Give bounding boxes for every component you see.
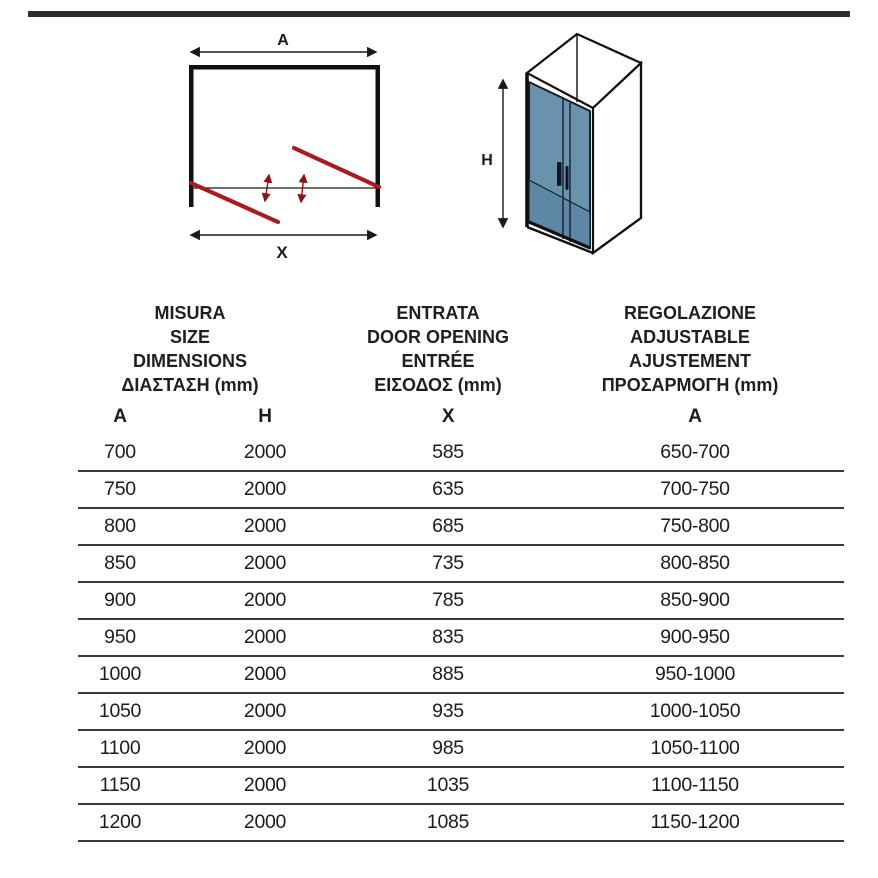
size-table <box>78 403 844 842</box>
column-label-h: H <box>258 406 272 427</box>
cell-opening-x: 885 <box>432 663 464 685</box>
table-row <box>78 768 844 805</box>
cell-adjust-range: 650-700 <box>660 441 730 463</box>
cell-opening-x: 985 <box>432 737 464 759</box>
table-row <box>78 472 844 509</box>
header-door-opening <box>308 301 568 397</box>
cell-adjust-range: 1150-1200 <box>650 811 740 833</box>
table-row <box>78 657 844 694</box>
cell-adjust-range: 1100-1150 <box>651 774 739 796</box>
header-line: ΔΙΑΣΤΑΣΗ (mm) <box>121 375 259 395</box>
cell-adjust-range: 850-900 <box>660 589 730 611</box>
header-line: DOOR OPENING <box>366 327 509 347</box>
isometric-drawing <box>470 20 680 265</box>
cell-width-a: 1050 <box>98 700 142 722</box>
header-line: ΕΙΣΟΔΟΣ (mm) <box>374 375 502 395</box>
cell-height-h: 2000 <box>243 737 287 759</box>
column-label-x: X <box>441 406 455 427</box>
column-label-adjust: A <box>688 406 702 427</box>
door-handle-left <box>557 162 562 186</box>
cell-width-a: 1000 <box>98 663 142 685</box>
header-line: REGOLAZIONE <box>623 303 756 323</box>
frame-top-wall <box>189 65 380 70</box>
dimension-a-label: A <box>277 32 289 49</box>
column-label-a: A <box>113 406 127 427</box>
header-line: ΠΡΟΣΑΡΜΟΓΗ (mm) <box>601 375 779 395</box>
cell-opening-x: 735 <box>432 552 464 574</box>
cell-opening-x: 685 <box>432 515 464 537</box>
cell-adjust-range: 900-950 <box>660 626 730 648</box>
header-line: DIMENSIONS <box>132 351 247 371</box>
header-adjustable <box>543 301 837 397</box>
cell-height-h: 2000 <box>243 626 287 648</box>
dimension-x-label: X <box>276 243 288 262</box>
cell-width-a: 800 <box>104 515 136 537</box>
cell-opening-x: 585 <box>432 441 464 463</box>
cell-width-a: 1150 <box>99 774 141 796</box>
top-divider-bar <box>28 11 850 17</box>
header-size <box>60 301 320 397</box>
cell-width-a: 900 <box>104 589 136 611</box>
cell-opening-x: 935 <box>432 700 464 722</box>
header-line: MISURA <box>154 303 226 323</box>
cell-opening-x: 1035 <box>426 774 470 796</box>
cell-width-a: 700 <box>104 441 136 463</box>
cell-height-h: 2000 <box>243 552 287 574</box>
cell-width-a: 750 <box>104 478 136 500</box>
door-panel-left <box>191 183 278 222</box>
table-subheader-row <box>78 403 844 435</box>
cell-width-a: 1200 <box>98 811 142 833</box>
cell-adjust-range: 1000-1050 <box>649 700 741 722</box>
cell-adjust-range: 750-800 <box>660 515 730 537</box>
cell-opening-x: 635 <box>432 478 464 500</box>
table-body <box>78 435 844 842</box>
dimension-h-label: H <box>481 152 493 169</box>
table-row <box>78 805 844 842</box>
cell-width-a: 950 <box>104 626 136 648</box>
cell-opening-x: 785 <box>432 589 464 611</box>
cell-adjust-range: 700-750 <box>660 478 730 500</box>
door-handle-right <box>566 166 569 190</box>
table-row <box>78 731 844 768</box>
header-line: ENTRÉE <box>401 351 475 371</box>
header-line: ADJUSTABLE <box>630 327 750 347</box>
cell-adjust-range: 950-1000 <box>654 663 735 685</box>
table-row <box>78 546 844 583</box>
cell-height-h: 2000 <box>243 663 287 685</box>
table-row <box>78 694 844 731</box>
table-row <box>78 583 844 620</box>
table-row <box>78 620 844 657</box>
cell-width-a: 850 <box>104 552 136 574</box>
plan-view-drawing <box>170 25 400 265</box>
cell-height-h: 2000 <box>243 441 287 463</box>
cell-height-h: 2000 <box>243 478 287 500</box>
cell-opening-x: 1085 <box>426 811 470 833</box>
header-line: ENTRATA <box>396 303 480 323</box>
cell-adjust-range: 800-850 <box>660 552 730 574</box>
cell-height-h: 2000 <box>243 811 287 833</box>
cell-width-a: 1100 <box>99 737 141 759</box>
header-line: AJUSTEMENT <box>628 351 751 371</box>
header-line: SIZE <box>169 327 210 347</box>
cell-height-h: 2000 <box>243 515 287 537</box>
table-row <box>78 435 844 472</box>
cell-height-h: 2000 <box>243 774 287 796</box>
cell-adjust-range: 1050-1100 <box>650 737 740 759</box>
door-panel-right <box>294 148 379 187</box>
cell-height-h: 2000 <box>243 700 287 722</box>
cell-opening-x: 835 <box>432 626 464 648</box>
table-row <box>78 509 844 546</box>
cell-height-h: 2000 <box>243 589 287 611</box>
